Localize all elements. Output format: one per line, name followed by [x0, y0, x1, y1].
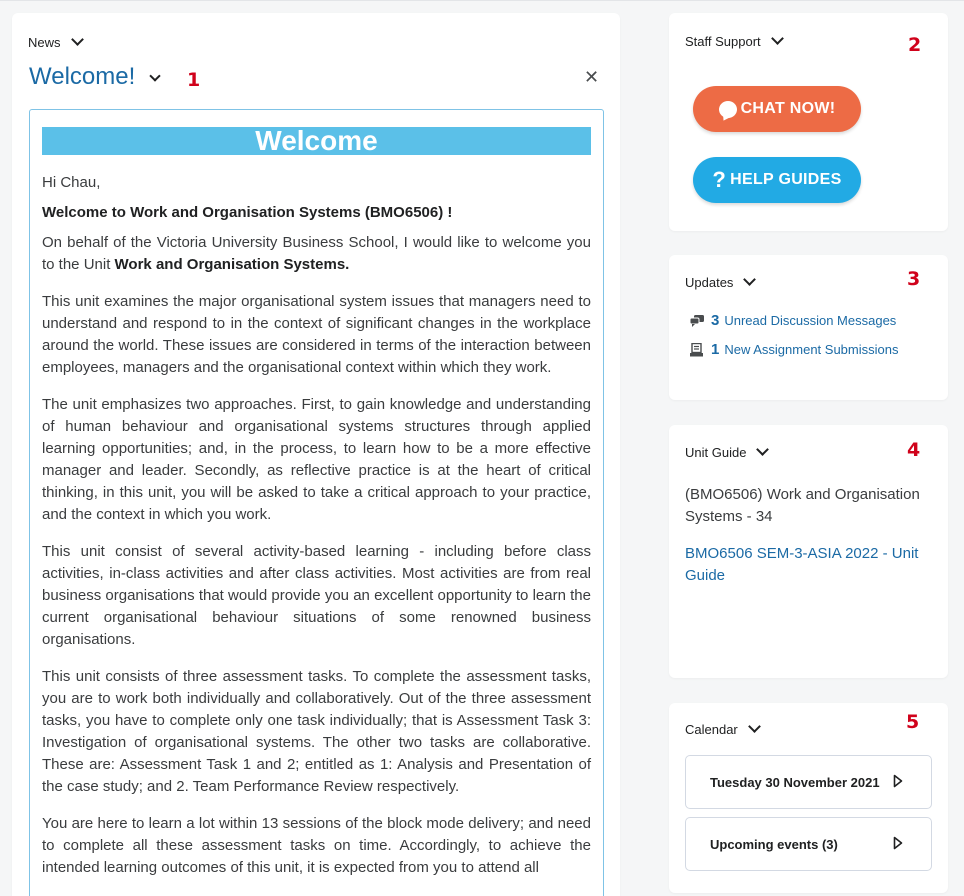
discussion-count: 3: [711, 312, 720, 329]
updates-header: [685, 272, 754, 292]
calendar-date-item[interactable]: [685, 755, 932, 809]
calendar-header-label: Calendar: [685, 721, 738, 737]
staff-support-widget: [669, 13, 948, 231]
intro-heading: [42, 202, 591, 224]
marker-2: 2: [908, 34, 922, 56]
paragraph-3: The unit emphasizes two approaches. First, to gain knowledge and understanding of human behaviour and organisational systems structures through applied learning opportunities; and, in the process, to learn how to be a more effective manager and leader. Secondly, as reflective practice is at the heart of critical thinking, in this unit, you will be asked to take a critical approach to your practice, and the context in which you work.: [42, 396, 591, 523]
assignment-icon: [689, 343, 705, 357]
marker-5: 5: [906, 711, 920, 733]
calendar-chevron-icon[interactable]: [748, 720, 761, 733]
chat-now-label: CHAT NOW!: [740, 100, 836, 117]
play-arrow-icon: [893, 774, 903, 788]
staff-support-header-label: Staff Support: [685, 33, 761, 49]
marker-1: 1: [187, 69, 201, 91]
news-item-title[interactable]: [29, 63, 159, 91]
staff-support-header: [685, 31, 782, 51]
calendar-date-label: Tuesday 30 November 2021: [710, 774, 880, 790]
help-guides-button[interactable]: [693, 157, 861, 203]
play-arrow-icon: [893, 836, 903, 850]
paragraph-1: [42, 232, 591, 276]
news-widget: [12, 13, 620, 896]
close-icon[interactable]: ✕: [584, 67, 600, 87]
news-content: [29, 109, 604, 896]
updates-chevron-icon[interactable]: [744, 273, 757, 286]
updates-header-label: Updates: [685, 274, 734, 290]
unit-guide-link[interactable]: BMO6506 SEM-3-ASIA 2022 - Unit Guide: [685, 545, 919, 584]
marker-3: 3: [907, 268, 921, 290]
news-item-chevron-icon[interactable]: [150, 70, 161, 81]
staff-support-chevron-icon[interactable]: [771, 32, 784, 45]
paragraph-6: You are here to learn a lot within 13 sessions of the block mode delivery; and need to complete all these assessment tasks on time. Accordingly, to achieve the intended learning outcomes of this unit, it is expected from you to attend all: [42, 815, 591, 876]
calendar-upcoming-item[interactable]: [685, 817, 932, 871]
assignment-count: 1: [711, 341, 720, 358]
unit-guide-widget: [669, 425, 948, 678]
news-item-title-text: Welcome!: [29, 63, 136, 90]
welcome-banner: Welcome: [42, 127, 591, 155]
assignment-label: New Assignment Submissions: [724, 342, 899, 357]
chat-bubble-icon: [719, 101, 737, 118]
calendar-header: [685, 719, 759, 739]
discussion-label: Unread Discussion Messages: [724, 313, 897, 328]
news-menu-chevron-icon[interactable]: [71, 33, 84, 46]
unit-guide-description: (BMO6506) Work and Organisation Systems - 34: [685, 486, 920, 525]
intro-heading-text: Welcome to Work and Organisation Systems (BMO6506) !: [42, 204, 453, 221]
unit-name: Work and Organisation Systems.: [114, 256, 350, 273]
calendar-widget: [669, 703, 948, 893]
update-assignment-link[interactable]: [689, 341, 898, 358]
paragraph-4: This unit consist of several activity-based learning - including before class activities, in-class activities and after class activities. Most activities are from real business organisations that would provide you an excellent opportunity to learn the current organisational behaviour situations of some renowned business organisations.: [42, 543, 591, 648]
unit-guide-header-label: Unit Guide: [685, 444, 747, 460]
updates-widget: [669, 255, 948, 400]
paragraph-2: This unit examines the major organisational system issues that managers need to understand and respond to in the context of significant changes in the workplace around the world. These issues are considered in terms of the interaction between employees, managers and the organisational context within which they work.: [42, 293, 591, 376]
news-header: [28, 32, 82, 52]
discussion-icon: [689, 314, 705, 328]
unit-guide-chevron-icon[interactable]: [757, 443, 770, 456]
chat-now-button[interactable]: [693, 86, 861, 132]
paragraph-5: This unit consists of three assessment tasks. To complete the assessment tasks, you are to work both individually and collaboratively. Out of the three assessment tasks, you have to complete only one task individually; that is Assessment Task 3: Investigation of organisational systems. The other two tasks are collaborative. These are: Assessment Task 1 and 2; entitled as 1: Analysis and Presentation of the case study; and 2. Team Performance Review respectively.: [42, 668, 591, 795]
question-mark-icon: ?: [712, 167, 727, 192]
unit-guide-header: [685, 442, 767, 462]
update-discussion-link[interactable]: [689, 312, 896, 329]
news-header-label: News: [28, 34, 61, 50]
marker-4: 4: [907, 439, 921, 461]
greeting: Hi Chau,: [42, 174, 101, 191]
help-guides-label: HELP GUIDES: [730, 171, 842, 188]
paragraph-1-text: On behalf of the Victoria University Business School, I would like to welcome you to the Unit: [42, 234, 591, 273]
calendar-upcoming-label: Upcoming events (3): [710, 836, 838, 852]
